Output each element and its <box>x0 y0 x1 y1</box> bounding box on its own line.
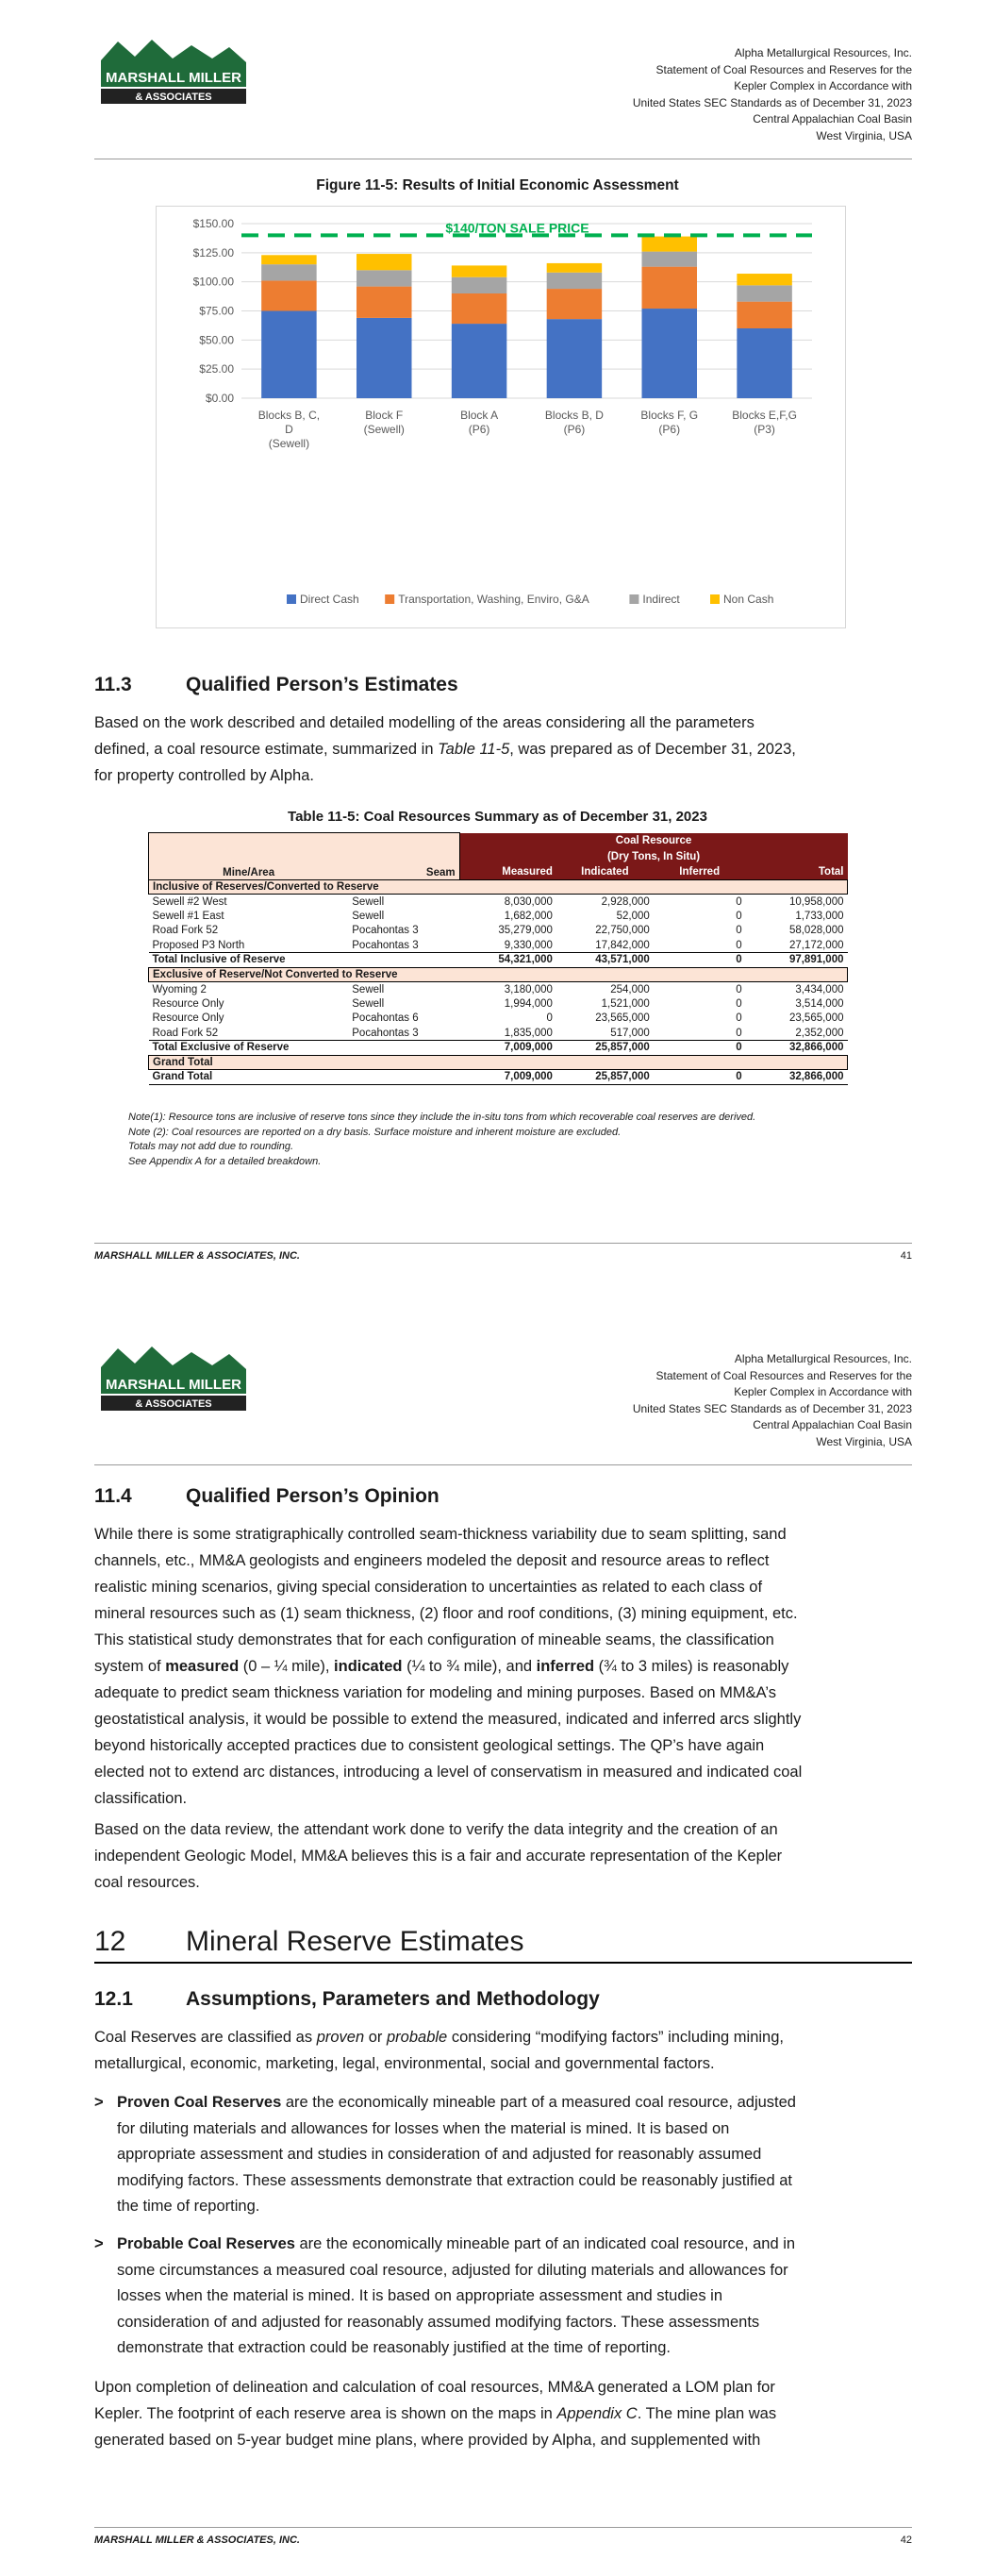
bold-term: inferred <box>536 1658 595 1675</box>
header-line: West Virginia, USA <box>816 128 912 142</box>
italic-term: proven <box>316 2029 365 2046</box>
table-cell: 1,835,000 <box>504 1027 553 1039</box>
text-line: modifying factors. These assessments demonstrate that extraction could be reasonably justified at <box>117 2171 792 2189</box>
y-tick-label: $25.00 <box>199 362 234 376</box>
section-number: 11.4 <box>94 1485 132 1507</box>
text-line: metallurgical, economic, marketing, legal, environmental, social and governmental factors. <box>94 2055 715 2072</box>
table-cell: 17,842,000 <box>595 939 650 951</box>
col-header-total: Total <box>746 865 848 880</box>
table-cell: Sewell #1 East <box>152 910 224 922</box>
col-header-seam: Seam <box>348 833 459 880</box>
page-42 <box>0 1288 995 2576</box>
table-cell: 1,994,000 <box>504 997 553 1010</box>
text-line <box>94 2024 912 2050</box>
col-header-measured: Measured <box>459 865 556 880</box>
text-span: system of <box>94 1658 161 1675</box>
chapter-title: Mineral Reserve Estimates <box>186 1926 524 1957</box>
table-total-row <box>149 953 848 968</box>
bar-segment <box>547 319 602 398</box>
text-line: This statistical study demonstrates that for each configuration of mineable seams, the classification <box>94 1631 774 1648</box>
figure-title: Figure 11-5: Results of Initial Economic Assessment <box>316 177 679 193</box>
bar-segment <box>642 237 697 252</box>
bar-segment <box>452 324 506 398</box>
table-cell: Pocahontas 6 <box>352 1012 419 1025</box>
bullet-marker: > <box>94 2235 104 2252</box>
appendix-reference: Appendix C <box>556 2405 638 2422</box>
table-cell: Proposed P3 North <box>152 939 245 951</box>
bar-segment <box>737 302 791 328</box>
bar-segment <box>547 289 602 319</box>
bar-segment <box>737 285 791 301</box>
legend-swatch <box>385 594 394 604</box>
table-cell: Sewell <box>352 895 385 908</box>
header-line: Kepler Complex in Accordance with <box>734 79 912 93</box>
bar-segment <box>261 280 316 310</box>
table-cell: 27,172,000 <box>788 939 844 951</box>
table-cell: 22,750,000 <box>595 925 650 937</box>
legend-label: Non Cash <box>723 593 774 606</box>
table-cell: 3,180,000 <box>504 983 553 995</box>
table-cell: Grand Total <box>149 1070 349 1085</box>
text-span: considering “modifying factors” including mining, <box>447 2029 784 2046</box>
text-line <box>94 2400 912 2427</box>
table-cell: 0 <box>736 910 742 922</box>
table-cell: 3,514,000 <box>795 997 844 1010</box>
header-divider <box>94 1464 912 1465</box>
table-cell: 43,571,000 <box>556 953 654 968</box>
y-tick-label: $0.00 <box>205 392 234 405</box>
text-span: defined, a coal resource estimate, summarized in <box>94 741 434 758</box>
bar-segment <box>357 318 411 398</box>
footer-divider <box>94 2527 912 2528</box>
table-cell: 23,565,000 <box>595 1012 650 1025</box>
table-row <box>149 1012 848 1027</box>
table-cell: Wyoming 2 <box>152 983 207 995</box>
bar-segment <box>642 309 697 398</box>
table-cell: 35,279,000 <box>498 925 553 937</box>
text-span: or <box>364 2029 387 2046</box>
text-line: for diluting materials and allowances for losses when the material is mined. It is based on <box>117 2119 730 2137</box>
text-span: . The mine plan was <box>637 2405 777 2422</box>
header-line: United States SEC Standards as of December 31, 2023 <box>632 95 912 109</box>
footer-company: MARSHALL MILLER & ASSOCIATES, INC. <box>94 2534 300 2546</box>
group-subheader: (Dry Tons, In Situ) <box>459 849 847 865</box>
table-cell: 0 <box>654 1041 746 1056</box>
table-cell: 0 <box>736 925 742 937</box>
x-tick-label: (P3) <box>754 423 775 436</box>
text-line: demonstrate that extraction could be reasonably justified at the time of reporting. <box>117 2339 671 2356</box>
bold-term: measured <box>165 1658 240 1675</box>
table-cell: Total Exclusive of Reserve <box>149 1041 349 1056</box>
table-cell: 97,891,000 <box>746 953 848 968</box>
bar-segment <box>261 264 316 280</box>
table-row <box>149 1026 848 1041</box>
table-section-header: Exclusive of Reserve/Not Converted to Reserve <box>149 967 848 982</box>
text-line <box>94 1653 912 1680</box>
text-line: Upon completion of delineation and calculation of coal resources, MM&A generated a LOM plan for <box>94 2379 775 2396</box>
x-tick-label: (Sewell) <box>268 437 310 450</box>
table-cell: 58,028,000 <box>788 925 844 937</box>
text-line <box>117 2232 912 2258</box>
text-line: realistic mining scenarios, giving special consideration to uncertainties as related to each class of <box>94 1579 763 1596</box>
text-line: generated based on 5-year budget mine plans, where provided by Alpha, and supplemented with <box>94 2432 761 2449</box>
bullet-proven-reserves <box>94 2090 912 2220</box>
section-11-4-heading <box>94 1485 439 1508</box>
bar-segment <box>261 255 316 264</box>
table-cell: 254,000 <box>610 983 650 995</box>
table-cell: Sewell #2 West <box>152 895 227 908</box>
text-line: classification. <box>94 1790 188 1807</box>
bar-segment <box>642 252 697 267</box>
economic-assessment-chart <box>156 206 846 628</box>
table-cell: 32,866,000 <box>746 1070 848 1085</box>
table-cell: 54,321,000 <box>459 953 556 968</box>
header-line: United States SEC Standards as of December 31, 2023 <box>632 1401 912 1415</box>
text-line <box>94 736 912 762</box>
bar-segment <box>357 287 411 318</box>
section-12-1-heading <box>94 1988 600 2011</box>
text-line: some circumstances a measured coal resource, adjusted for diluting materials and allowances for <box>117 2261 788 2279</box>
text-line: consideration of and adjusted for reasonably assumed modifying factors. These assessments <box>117 2313 760 2331</box>
x-tick-label: Blocks B, C, <box>257 409 321 422</box>
table-cell: 0 <box>736 983 742 995</box>
header-line: Central Appalachian Coal Basin <box>753 112 912 126</box>
chapter-12-heading <box>94 1926 912 1964</box>
sale-price-label: $140/TON SALE PRICE <box>445 220 589 236</box>
section-title: Assumptions, Parameters and Methodology <box>186 1988 600 2010</box>
header-company: Alpha Metallurgical Resources, Inc. <box>734 1352 912 1365</box>
x-tick-label: Blocks E,F,G <box>732 409 797 422</box>
x-tick-label: (P6) <box>658 423 681 436</box>
x-tick-label: (P6) <box>468 423 490 436</box>
table-cell <box>348 953 459 968</box>
bar-segment <box>642 267 697 309</box>
text-line: Based on the work described and detailed modelling of the areas considering all the parameters <box>94 714 755 731</box>
bullet-marker: > <box>94 2094 104 2111</box>
table-notes <box>128 1111 755 1169</box>
table-cell: 32,866,000 <box>746 1041 848 1056</box>
y-tick-label: $50.00 <box>199 333 234 347</box>
table-note: See Appendix A for a detailed breakdown. <box>128 1155 322 1167</box>
x-tick-label: Block F <box>365 409 404 422</box>
header-line: Statement of Coal Resources and Reserves for the <box>655 1368 912 1382</box>
x-tick-label: (Sewell) <box>363 423 405 436</box>
text-line: beyond historically accepted practices due to consistent geological settings. The QP’s have again <box>94 1737 765 1754</box>
table-note: Totals may not add due to rounding. <box>128 1141 294 1152</box>
bar-segment <box>452 277 506 293</box>
header-line: West Virginia, USA <box>816 1434 912 1448</box>
text-line: elected not to extend arc distances, introducing a level of conservatism in measured and indicated coal <box>94 1764 803 1781</box>
table-cell: Pocahontas 3 <box>352 925 419 937</box>
table-cell: 517,000 <box>610 1027 650 1039</box>
table-section-header: Inclusive of Reserves/Converted to Reserve <box>149 879 848 895</box>
header-line: Kepler Complex in Accordance with <box>734 1385 912 1399</box>
company-logo <box>97 1345 250 1415</box>
table-cell: 0 <box>736 997 742 1010</box>
section-11-4-paragraph-1 <box>94 1521 912 1812</box>
logo-text-sub: & ASSOCIATES <box>135 1398 212 1410</box>
logo-text-main: MARSHALL MILLER <box>106 70 241 86</box>
legend-swatch <box>287 594 296 604</box>
text-line: losses when the material is mined. It is based on appropriate assessment and studies in <box>117 2287 723 2304</box>
x-tick-label: (P6) <box>563 423 586 436</box>
text-span: Coal Reserves are classified as <box>94 2029 313 2046</box>
table-cell: 0 <box>654 1070 746 1085</box>
col-header-indicated: Indicated <box>556 865 654 880</box>
bar-segment <box>452 265 506 276</box>
logo-text-sub: & ASSOCIATES <box>135 92 212 103</box>
table-cell: Sewell <box>352 997 385 1010</box>
text-span: are the economically mineable part of a measured coal resource, adjusted <box>281 2094 796 2111</box>
section-12-1-paragraph <box>94 2024 912 2077</box>
table-title: Table 11-5: Coal Resources Summary as of December 31, 2023 <box>288 809 707 825</box>
table-cell: 3,434,000 <box>795 983 844 995</box>
table-row <box>149 982 848 997</box>
table-note: Note (2): Coal resources are reported on a dry basis. Surface moisture and inherent moisture are excluded. <box>128 1126 622 1138</box>
bar-segment <box>547 273 602 289</box>
table-cell: 0 <box>654 953 746 968</box>
page-header <box>422 45 912 145</box>
logo-text-main: MARSHALL MILLER <box>106 1377 241 1393</box>
table-row <box>149 909 848 924</box>
text-span: (¾ to 3 miles) is reasonably <box>594 1658 789 1675</box>
table-cell: 23,565,000 <box>788 1012 844 1025</box>
table-cell: 7,009,000 <box>459 1041 556 1056</box>
table-cell: 1,521,000 <box>601 997 650 1010</box>
footer-company: MARSHALL MILLER & ASSOCIATES, INC. <box>94 1250 300 1262</box>
table-cell: 25,857,000 <box>556 1041 654 1056</box>
page-header <box>422 1351 912 1451</box>
chart-svg <box>157 207 845 627</box>
bold-term: indicated <box>334 1658 403 1675</box>
page-number: 41 <box>900 1250 912 1262</box>
chapter-number: 12 <box>94 1926 126 1957</box>
text-line: for property controlled by Alpha. <box>94 767 314 784</box>
legend-label: Direct Cash <box>300 593 359 606</box>
table-cell: 2,352,000 <box>795 1027 844 1039</box>
text-line: Based on the data review, the attendant work done to verify the data integrity and the creation of an <box>94 1821 778 1838</box>
legend-swatch <box>710 594 720 604</box>
text-line <box>117 2090 912 2116</box>
italic-term: probable <box>387 2029 448 2046</box>
table-cell <box>348 1070 459 1085</box>
table-cell: 0 <box>546 1012 553 1025</box>
header-line: Central Appalachian Coal Basin <box>753 1418 912 1432</box>
table-cell: 0 <box>736 1027 742 1039</box>
text-line: While there is some stratigraphically controlled seam-thickness variability due to seam splitting, sand <box>94 1526 787 1543</box>
x-tick-label: Blocks B, D <box>544 409 604 422</box>
legend-label: Indirect <box>642 593 680 606</box>
section-11-3-paragraph <box>94 710 912 789</box>
table-cell: 10,958,000 <box>788 895 844 908</box>
bar-segment <box>452 293 506 324</box>
table-cell: 2,928,000 <box>601 895 650 908</box>
bar-segment <box>357 270 411 286</box>
table-cell: 0 <box>736 939 742 951</box>
table-cell: 0 <box>736 895 742 908</box>
text-line: geostatistical analysis, it would be possible to extend the measured, indicated and inferred arcs slightly <box>94 1711 802 1728</box>
table-cell: 0 <box>736 1012 742 1025</box>
y-tick-label: $75.00 <box>199 304 234 318</box>
bar-segment <box>357 254 411 270</box>
header-company: Alpha Metallurgical Resources, Inc. <box>734 46 912 59</box>
table-cell: Pocahontas 3 <box>352 1027 419 1039</box>
table-cell: 52,000 <box>616 910 650 922</box>
x-tick-label: Block A <box>460 409 499 422</box>
table-row <box>149 938 848 953</box>
bold-term: Probable Coal Reserves <box>117 2235 295 2252</box>
text-span: (¼ to ¾ mile), and <box>402 1658 533 1675</box>
table-total-row <box>149 1041 848 1056</box>
bar-segment <box>547 263 602 273</box>
final-paragraph <box>94 2374 912 2453</box>
x-tick-label: D <box>285 423 293 436</box>
company-logo <box>97 38 250 109</box>
legend-label: Transportation, Washing, Enviro, G&A <box>398 593 589 606</box>
header-line: Statement of Coal Resources and Reserves for the <box>655 62 912 76</box>
table-row <box>149 996 848 1012</box>
col-header-inferred: Inferred <box>654 865 746 880</box>
text-line: coal resources. <box>94 1874 200 1891</box>
table-cell: Resource Only <box>152 1012 224 1025</box>
coal-resources-table <box>148 832 848 1085</box>
table-grand-total-row <box>149 1070 848 1085</box>
text-span: (0 – ¼ mile), <box>239 1658 330 1675</box>
text-span: Kepler. The footprint of each reserve area is shown on the maps in <box>94 2405 553 2422</box>
table-cell: Sewell <box>352 910 385 922</box>
section-number: 11.3 <box>94 674 132 695</box>
col-header-mine: Mine/Area <box>149 833 349 880</box>
text-span: are the economically mineable part of an indicated coal resource, and in <box>294 2235 796 2252</box>
section-title: Qualified Person’s Estimates <box>186 674 458 695</box>
page-number: 42 <box>900 2534 912 2546</box>
text-span: , was prepared as of December 31, 2023, <box>509 741 796 758</box>
table-cell <box>348 1041 459 1056</box>
table-cell: 25,857,000 <box>556 1070 654 1085</box>
table-cell: Road Fork 52 <box>152 1027 219 1039</box>
table-cell: Sewell <box>352 983 385 995</box>
text-line: appropriate assessment and studies in consideration of and adjusted for reasonably assumed <box>117 2146 762 2163</box>
group-header: Coal Resource <box>459 833 847 849</box>
footer-divider <box>94 1243 912 1244</box>
table-cell: Pocahontas 3 <box>352 939 419 951</box>
bar-segment <box>737 274 791 285</box>
table-cell: 9,330,000 <box>504 939 553 951</box>
table-cell: 1,682,000 <box>504 910 553 922</box>
table-row <box>149 924 848 939</box>
bold-term: Proven Coal Reserves <box>117 2094 282 2111</box>
text-line: the time of reporting. <box>117 2198 260 2215</box>
text-line: mineral resources such as (1) seam thickness, (2) floor and roof conditions, (3) mining equipment, etc. <box>94 1605 798 1622</box>
table-cell: Road Fork 52 <box>152 925 219 937</box>
y-tick-label: $125.00 <box>192 245 234 259</box>
x-tick-label: Blocks F, G <box>640 409 699 422</box>
section-title: Qualified Person’s Opinion <box>186 1485 439 1507</box>
y-tick-label: $150.00 <box>192 217 234 230</box>
table-cell: 8,030,000 <box>504 895 553 908</box>
table-cell: Resource Only <box>152 997 224 1010</box>
legend-swatch <box>629 594 638 604</box>
section-number: 12.1 <box>94 1988 133 2010</box>
bar-segment <box>737 328 791 398</box>
table-reference: Table 11-5 <box>438 741 510 758</box>
table-cell: Total Inclusive of Reserve <box>149 953 349 968</box>
section-11-4-paragraph-2 <box>94 1816 912 1896</box>
table-cell: 7,009,000 <box>459 1070 556 1085</box>
table-cell: 1,733,000 <box>795 910 844 922</box>
table-section-header: Grand Total <box>149 1055 848 1070</box>
text-line: channels, etc., MM&A geologists and engineers modeled the deposit and resource areas to reflect <box>94 1552 770 1569</box>
text-line: independent Geologic Model, MM&A believes this is a fair and accurate representation of the Kepler <box>94 1848 783 1865</box>
text-line: adequate to predict seam thickness variation for modeling and mining purposes. Based on MM&A’s <box>94 1684 777 1701</box>
bullet-probable-reserves <box>94 2232 912 2362</box>
table-note: Note(1): Resource tons are inclusive of reserve tons since they include the in-situ tons from which recoverable coal reserves are derived. <box>128 1112 756 1123</box>
y-tick-label: $100.00 <box>192 275 234 289</box>
bar-segment <box>261 311 316 399</box>
table-row <box>149 895 848 910</box>
section-11-3-heading <box>94 674 458 696</box>
